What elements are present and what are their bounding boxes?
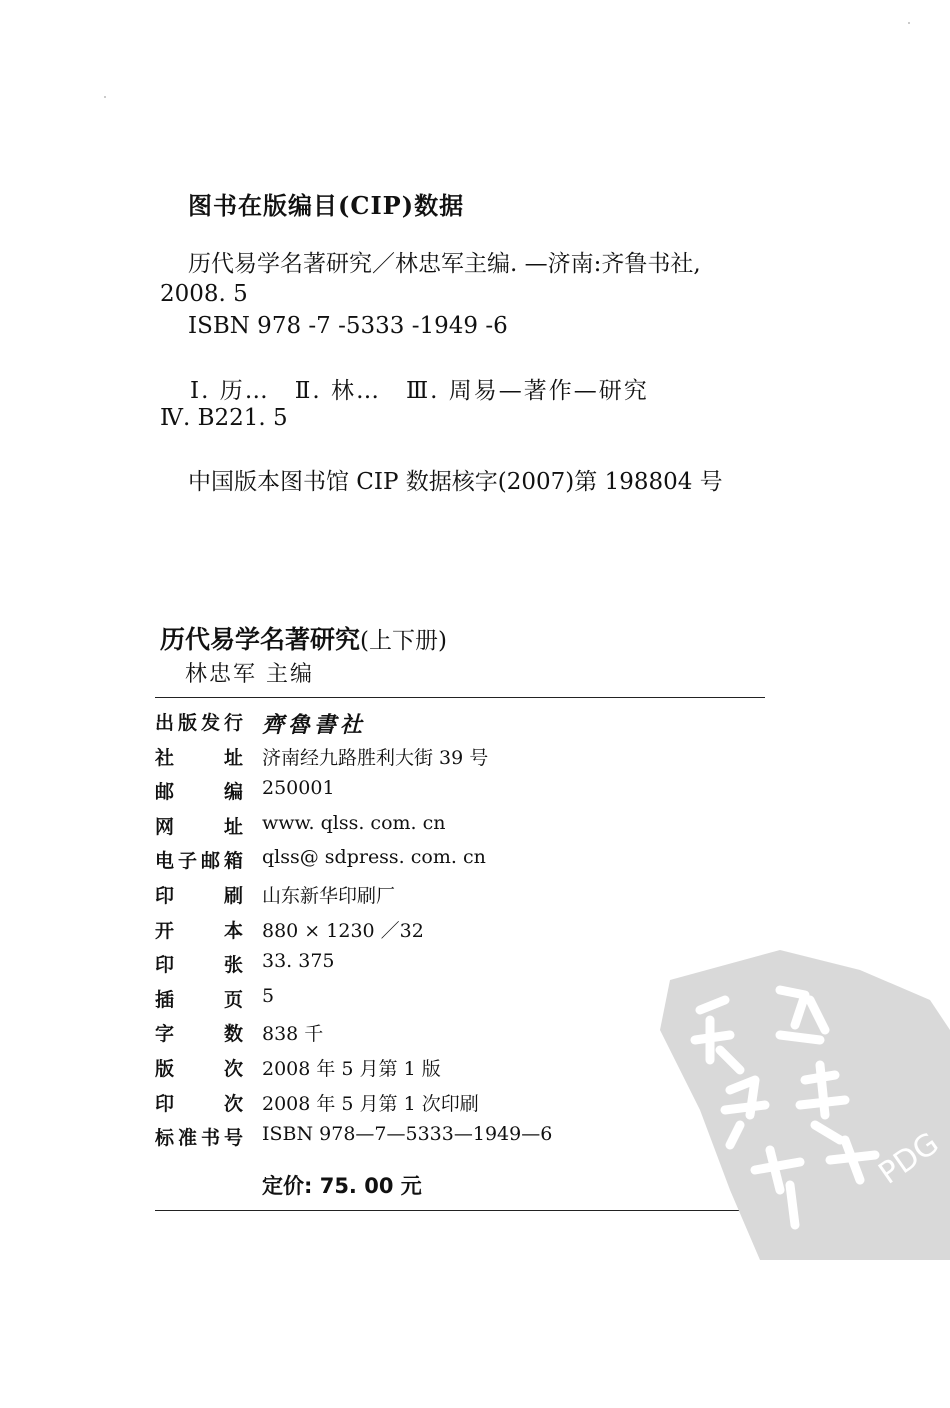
- scan-speck: [908, 22, 910, 24]
- book-title-suffix: (上下册): [360, 628, 447, 654]
- info-label: 出版发行: [155, 712, 243, 734]
- info-label: 开本: [155, 919, 243, 942]
- info-row-printer: [155, 881, 555, 916]
- info-value: 33. 375: [262, 950, 335, 973]
- cip-line-classification: Ⅳ. B221. 5: [160, 405, 288, 431]
- info-label: 网址: [155, 815, 243, 838]
- info-value: ISBN 978—7—5333—1949—6: [262, 1123, 553, 1146]
- info-label: 版次: [155, 1057, 243, 1080]
- info-row-format: [155, 916, 555, 951]
- info-value: 2008 年 5 月第 1 次印刷: [262, 1092, 479, 1115]
- info-label: 印刷: [155, 884, 243, 907]
- info-value: www. qlss. com. cn: [262, 811, 446, 834]
- publisher-logo: 齊魯書社: [262, 712, 367, 738]
- info-row-website: [155, 812, 555, 847]
- info-label: 插页: [155, 988, 243, 1011]
- info-row-publisher: [155, 708, 555, 743]
- price: 定价: 75. 00 元: [262, 1174, 422, 1198]
- info-row-word-count: [155, 1019, 555, 1054]
- scan-speck: [104, 96, 106, 98]
- cip-line-record-number: 中国版本图书馆 CIP 数据核字(2007)第 198804 号: [188, 469, 723, 495]
- cip-line-isbn: ISBN 978 -7 -5333 -1949 -6: [188, 313, 508, 339]
- watermark-text: PDG: [872, 1125, 946, 1192]
- info-label: 印次: [155, 1092, 243, 1115]
- info-row-sheets: [155, 950, 555, 985]
- info-row-email: [155, 846, 555, 881]
- book-title-main: 历代易学名著研究: [160, 625, 361, 654]
- info-value: 2008 年 5 月第 1 版: [262, 1057, 441, 1080]
- info-row-plates: [155, 985, 555, 1020]
- info-row-isbn: [155, 1123, 555, 1158]
- info-value: 880 × 1230 ／32: [262, 919, 424, 942]
- info-row-edition: [155, 1054, 555, 1089]
- info-value: 山东新华印刷厂: [262, 884, 396, 907]
- info-value: 济南经九路胜利大街 39 号: [262, 746, 489, 769]
- info-label: 社址: [155, 746, 243, 769]
- cip-line-subjects: Ⅰ. 历… Ⅱ. 林… Ⅲ. 周易—著作—研究: [190, 378, 649, 404]
- info-label: 邮编: [155, 781, 243, 804]
- info-label: 字数: [155, 1023, 243, 1046]
- info-label: 标准书号: [155, 1127, 243, 1150]
- info-row-postcode: [155, 777, 555, 812]
- info-value: 250001: [262, 777, 335, 800]
- cip-line-date: 2008. 5: [160, 281, 248, 307]
- top-divider: [155, 697, 765, 698]
- book-editor: 林忠军 主编: [185, 662, 314, 687]
- cip-line-title-editor: 历代易学名著研究／林忠军主编. —济南:齐鲁书社,: [188, 251, 701, 277]
- info-value: 5: [262, 984, 275, 1007]
- book-title: [160, 620, 447, 656]
- info-row-address: [155, 743, 555, 778]
- info-value: 838 千: [262, 1023, 324, 1046]
- info-label: 电子邮箱: [155, 850, 243, 873]
- info-row-printing: [155, 1089, 555, 1124]
- watermark-seal-icon: [630, 940, 950, 1260]
- publication-info-table: [155, 708, 555, 1158]
- info-label: 印张: [155, 954, 243, 977]
- cip-title: 图书在版编目(CIP)数据: [188, 191, 465, 220]
- info-value: qlss@ sdpress. com. cn: [262, 846, 486, 869]
